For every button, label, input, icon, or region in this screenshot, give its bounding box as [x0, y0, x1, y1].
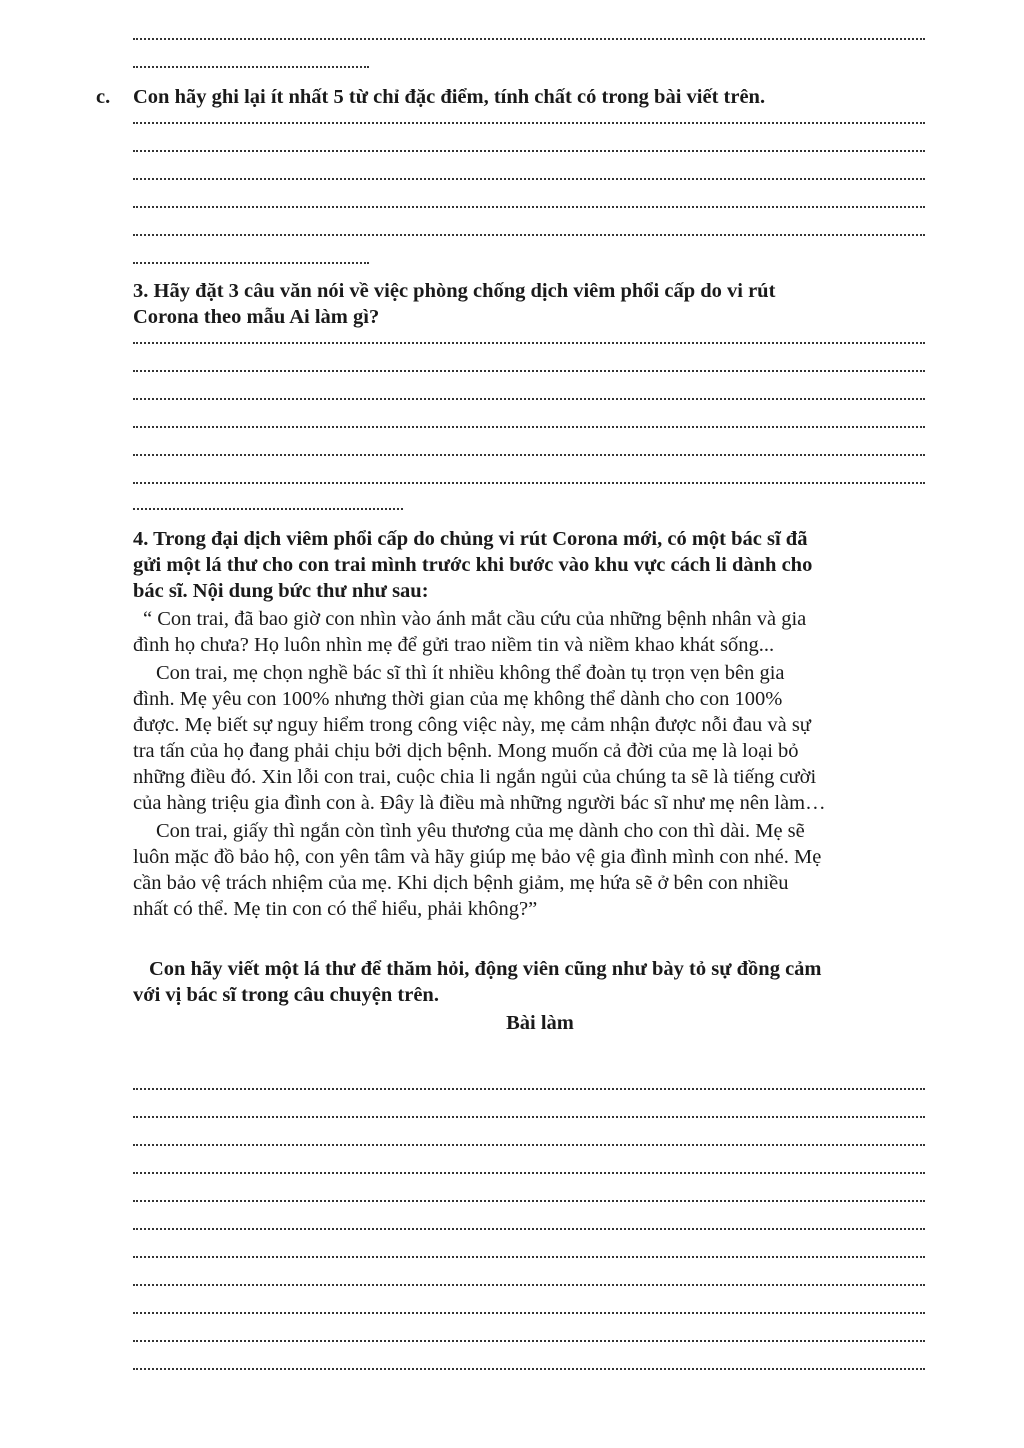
- answer-line[interactable]: [133, 1256, 925, 1258]
- question-3-line-1: 3. Hãy đặt 3 câu văn nói về việc phòng chống dịch viêm phổi cấp do vi rút: [133, 280, 776, 302]
- answer-line[interactable]: [133, 426, 925, 428]
- answer-line[interactable]: [133, 178, 925, 180]
- answer-line[interactable]: [133, 1340, 925, 1342]
- letter-line: Con trai, mẹ chọn nghề bác sĩ thì ít nhiều không thể đoàn tụ trọn vẹn bên gia: [156, 662, 785, 684]
- answer-line[interactable]: [133, 38, 925, 40]
- answer-line[interactable]: [133, 342, 925, 344]
- letter-line: tra tấn của họ đang phải chịu bởi dịch bệnh. Mong muốn cả đời của mẹ là loại bỏ: [133, 740, 799, 762]
- answer-line[interactable]: [133, 234, 925, 236]
- letter-line: “ Con trai, đã bao giờ con nhìn vào ánh mắt cầu cứu của những bệnh nhân và gia: [143, 608, 807, 630]
- answer-line[interactable]: [133, 122, 925, 124]
- answer-line[interactable]: [133, 1088, 925, 1090]
- letter-line: nhất có thể. Mẹ tin con có thể hiểu, phải không?”: [133, 898, 538, 920]
- question-c-label: c.: [96, 86, 111, 108]
- question-4-intro-line: bác sĩ. Nội dung bức thư như sau:: [133, 580, 429, 602]
- answer-line[interactable]: [133, 370, 925, 372]
- letter-line: đình. Mẹ yêu con 100% nhưng thời gian của mẹ không thể dành cho con 100%: [133, 688, 783, 710]
- bai-lam-heading: Bài làm: [506, 1012, 574, 1034]
- answer-line[interactable]: [133, 398, 925, 400]
- letter-line: đình họ chưa? Họ luôn nhìn mẹ để gửi trao niềm tin và niềm khao khát sống...: [133, 634, 775, 656]
- task-line: Con hãy viết một lá thư để thăm hỏi, động viên cũng như bày tỏ sự đồng cảm: [149, 958, 822, 980]
- question-c-text: Con hãy ghi lại ít nhất 5 từ chỉ đặc điểm, tính chất có trong bài viết trên.: [133, 86, 766, 108]
- answer-line[interactable]: [133, 1284, 925, 1286]
- question-4-intro-line: gửi một lá thư cho con trai mình trước khi bước vào khu vực cách li dành cho: [133, 554, 813, 576]
- letter-line: những điều đó. Xin lỗi con trai, cuộc chia li ngắn ngủi của chúng ta sẽ là tiếng cười: [133, 766, 817, 788]
- answer-line[interactable]: [133, 1172, 925, 1174]
- answer-line[interactable]: [133, 508, 403, 510]
- answer-line[interactable]: [133, 482, 925, 484]
- answer-line[interactable]: [133, 150, 925, 152]
- answer-line[interactable]: [133, 66, 369, 68]
- letter-line: của hàng triệu gia đình con à. Đây là điều mà những người bác sĩ như mẹ nên làm…: [133, 792, 826, 814]
- task-line: với vị bác sĩ trong câu chuyện trên.: [133, 984, 439, 1006]
- answer-line[interactable]: [133, 1200, 925, 1202]
- answer-line[interactable]: [133, 454, 925, 456]
- question-4-intro-line: 4. Trong đại dịch viêm phổi cấp do chủng vi rút Corona mới, có một bác sĩ đã: [133, 528, 808, 550]
- answer-line[interactable]: [133, 262, 369, 264]
- answer-line[interactable]: [133, 1116, 925, 1118]
- answer-line[interactable]: [133, 1368, 925, 1370]
- answer-line[interactable]: [133, 1228, 925, 1230]
- answer-line[interactable]: [133, 1144, 925, 1146]
- letter-line: cần bảo vệ trách nhiệm của mẹ. Khi dịch bệnh giảm, mẹ hứa sẽ ở bên con nhiều: [133, 872, 789, 894]
- question-3-line-2: Corona theo mẫu Ai làm gì?: [133, 306, 380, 328]
- letter-line: luôn mặc đồ bảo hộ, con yên tâm và hãy giúp mẹ bảo vệ gia đình mình con nhé. Mẹ: [133, 846, 822, 868]
- answer-line[interactable]: [133, 206, 925, 208]
- letter-line: được. Mẹ biết sự nguy hiểm trong công việc này, mẹ cảm nhận được nỗi đau và sự: [133, 714, 811, 736]
- letter-line: Con trai, giấy thì ngắn còn tình yêu thương của mẹ dành cho con thì dài. Mẹ sẽ: [156, 820, 805, 842]
- answer-line[interactable]: [133, 1312, 925, 1314]
